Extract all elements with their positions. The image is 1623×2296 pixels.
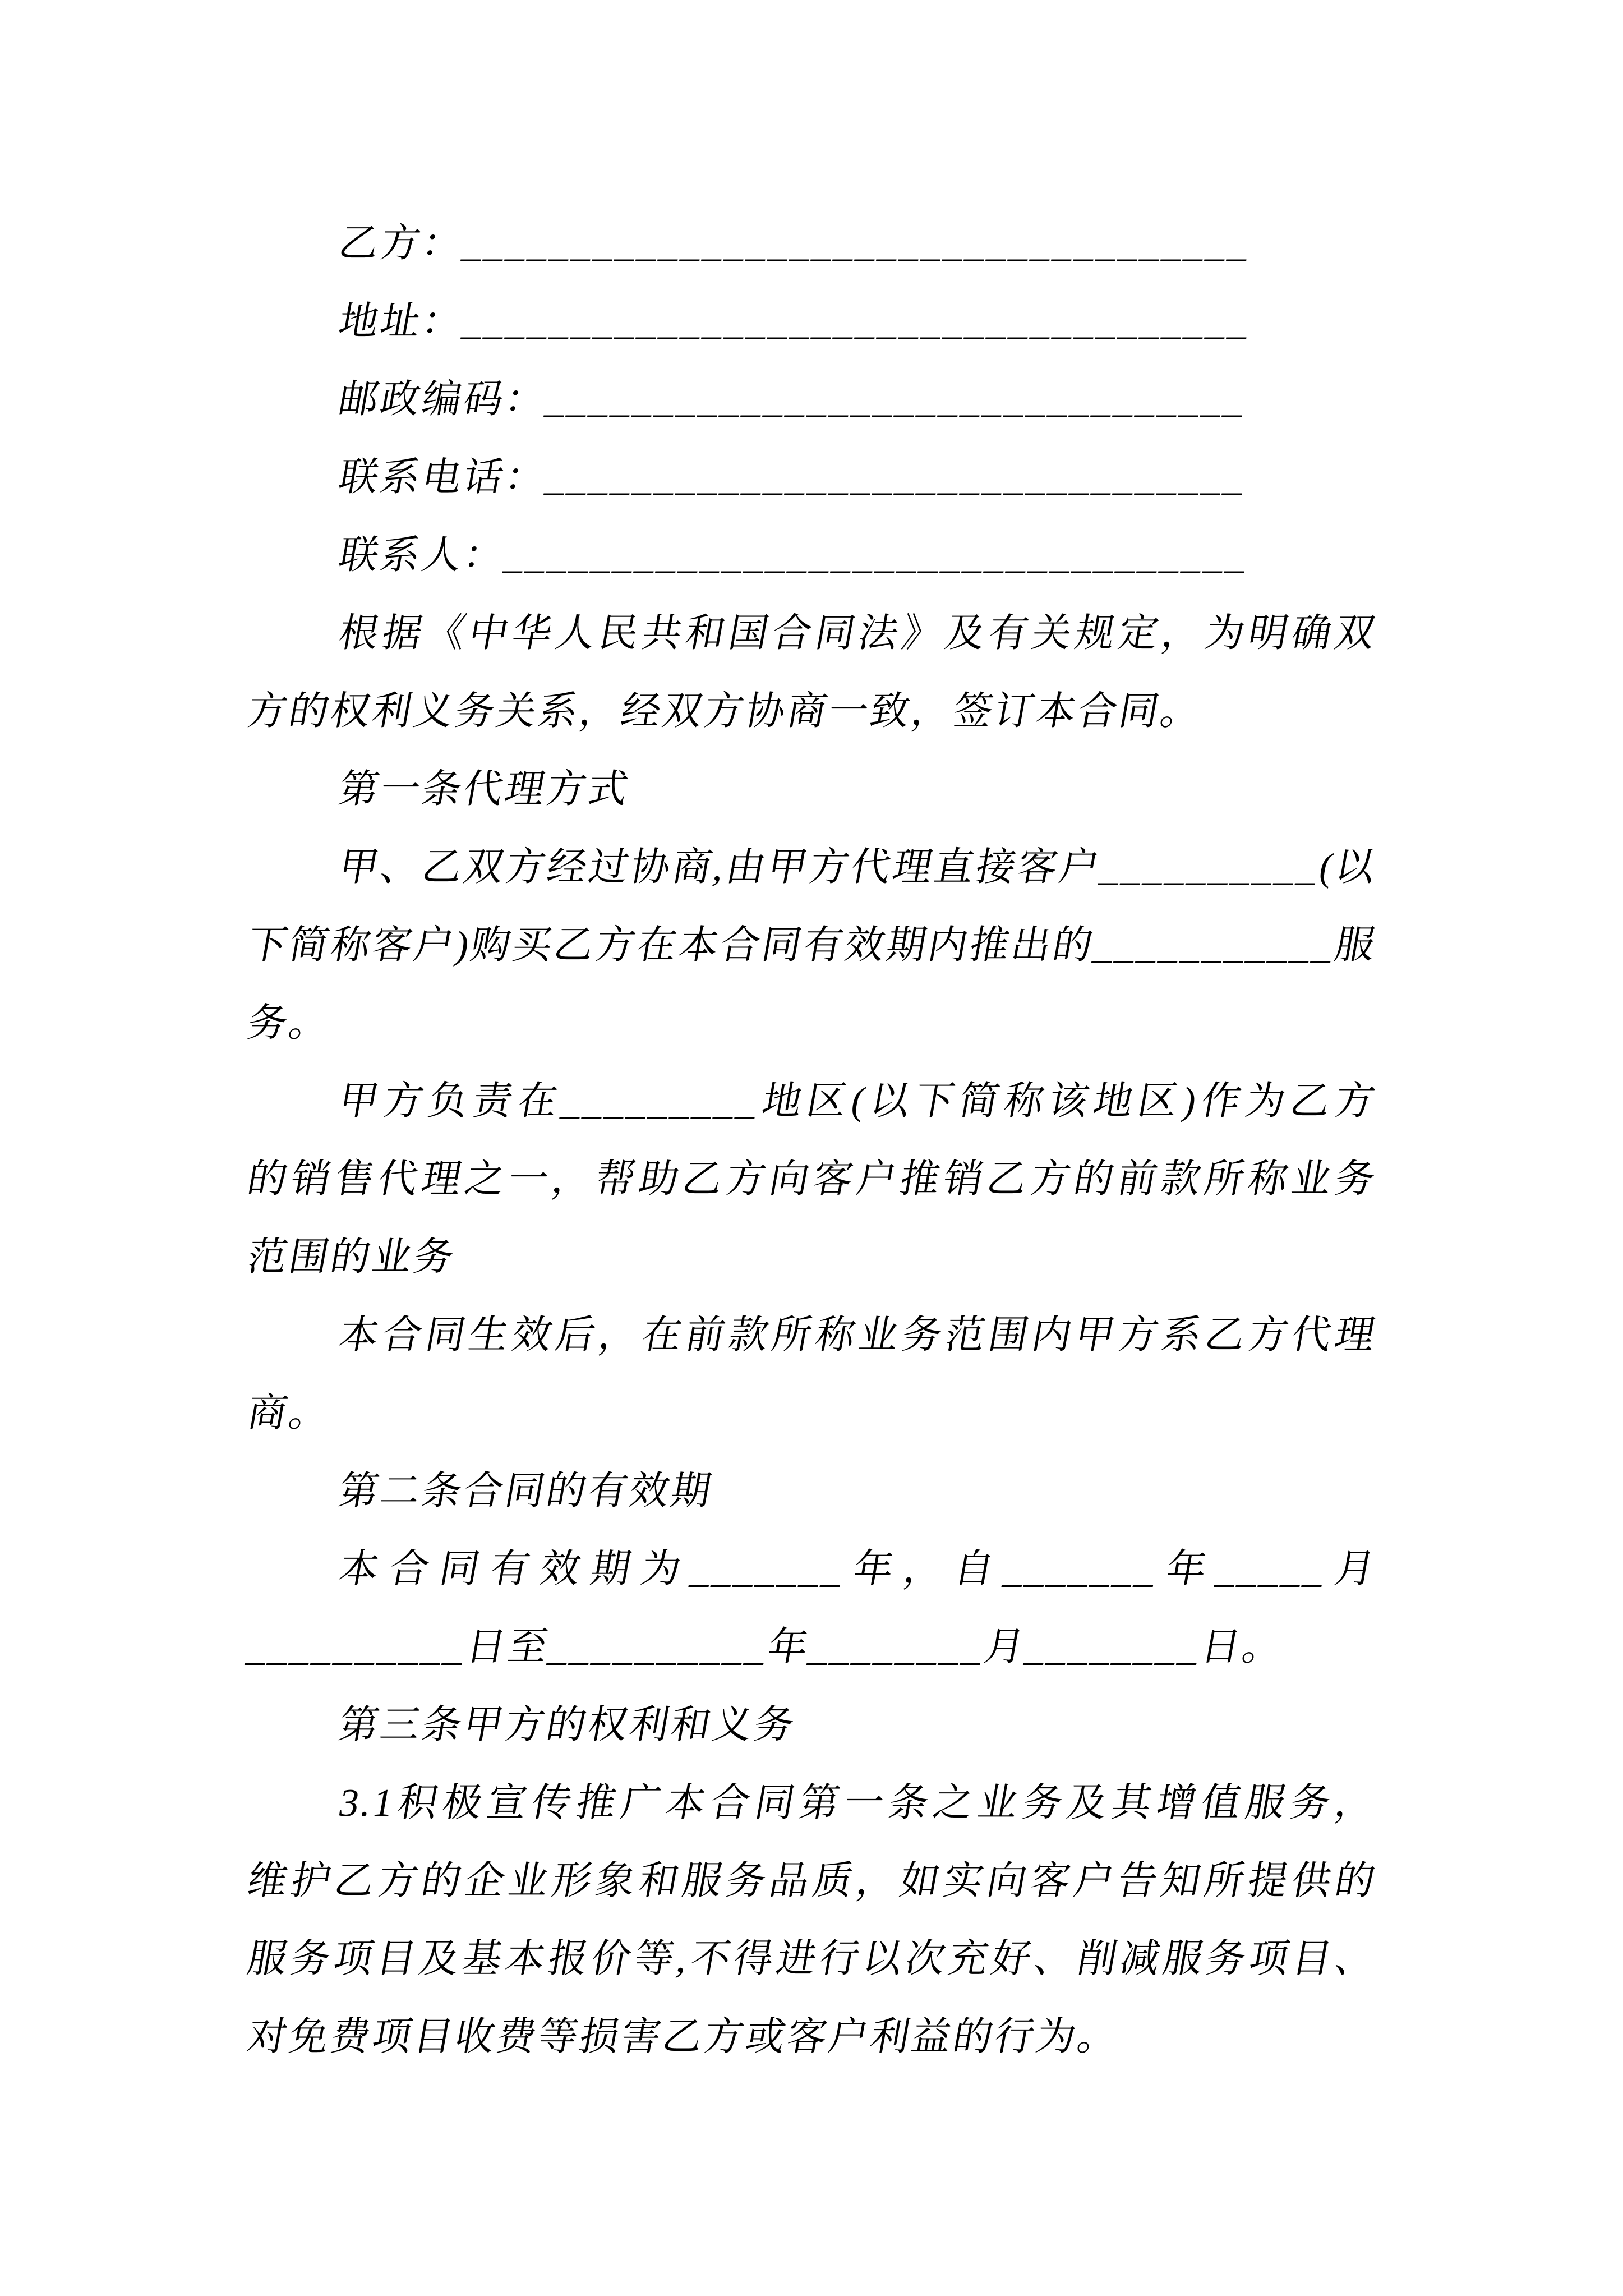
- field-blank-underline: ____________________________________: [460, 222, 1255, 265]
- paragraph-line-intro-2: 方的权利义务关系，经双方协商一致，签订本合同。: [244, 690, 1206, 733]
- form-field-row: [241, 283, 1384, 361]
- blank-fill-line-1-1: 甲、乙双方经过协商,由甲方代理直接客户__________(以: [335, 846, 1381, 889]
- form-field-row: [241, 439, 1384, 517]
- field-label: 乙方：: [335, 222, 468, 265]
- paragraph-line-intro-1: 根据《中华人民共和国合同法》及有关规定，为明确双: [335, 612, 1381, 655]
- contract-body: [244, 205, 1381, 2076]
- form-field-row: [241, 205, 1384, 283]
- paragraph-line-1-7: 本合同生效后，在前款所称业务范围内甲方系乙方代理: [335, 1314, 1381, 1357]
- field-blank-underline: ________________________________: [543, 378, 1251, 421]
- paragraph-line-3-1a: 3.1积极宣传推广本合同第一条之业务及其增值服务，: [335, 1782, 1381, 1825]
- field-label: 联系人：: [335, 534, 509, 577]
- blank-fill-line-2-1: 本合同有效期为_______年，自_______年_____月: [335, 1548, 1381, 1591]
- paragraph-line-1-5: 的销售代理之一，帮助乙方向客户推销乙方的前款所称业务: [244, 1158, 1381, 1201]
- field-blank-underline: __________________________________: [501, 534, 1253, 577]
- form-field-row: [241, 517, 1384, 595]
- paragraph-line-1-8: 商。: [244, 1392, 335, 1435]
- section-heading-article-3: 第三条甲方的权利和义务: [335, 1704, 800, 1747]
- paragraph-line-3-1c: 服务项目及基本报价等,不得进行以次充好、削减服务项目、: [244, 1938, 1381, 1981]
- paragraph-line-3-1b: 维护乙方的企业形象和服务品质，如实向客户告知所提供的: [244, 1860, 1381, 1903]
- field-label: 联系电话：: [335, 456, 551, 499]
- form-field-row: [241, 361, 1384, 439]
- field-blank-underline: ____________________________________: [460, 300, 1255, 343]
- section-heading-article-1: 第一条代理方式: [335, 768, 634, 811]
- paragraph-line-1-6: 范围的业务: [244, 1236, 459, 1279]
- paragraph-line-3-1d: 对免费项目收费等损害乙方或客户利益的行为。: [244, 2016, 1123, 2059]
- section-heading-article-2: 第二条合同的有效期: [335, 1470, 717, 1513]
- blank-fill-line-1-2: 下简称客户)购买乙方在本合同有效期内推出的___________服: [244, 924, 1381, 967]
- field-blank-underline: ________________________________: [543, 456, 1251, 499]
- blank-fill-line-2-2: __________日至__________年________月________日。: [244, 1626, 1288, 1669]
- blank-fill-line-1-4: 甲方负责在_________地区(以下简称该地区)作为乙方: [335, 1080, 1381, 1123]
- field-label: 邮政编码：: [335, 378, 551, 421]
- paragraph-line-1-3: 务。: [244, 1002, 335, 1045]
- field-label: 地址：: [335, 300, 468, 343]
